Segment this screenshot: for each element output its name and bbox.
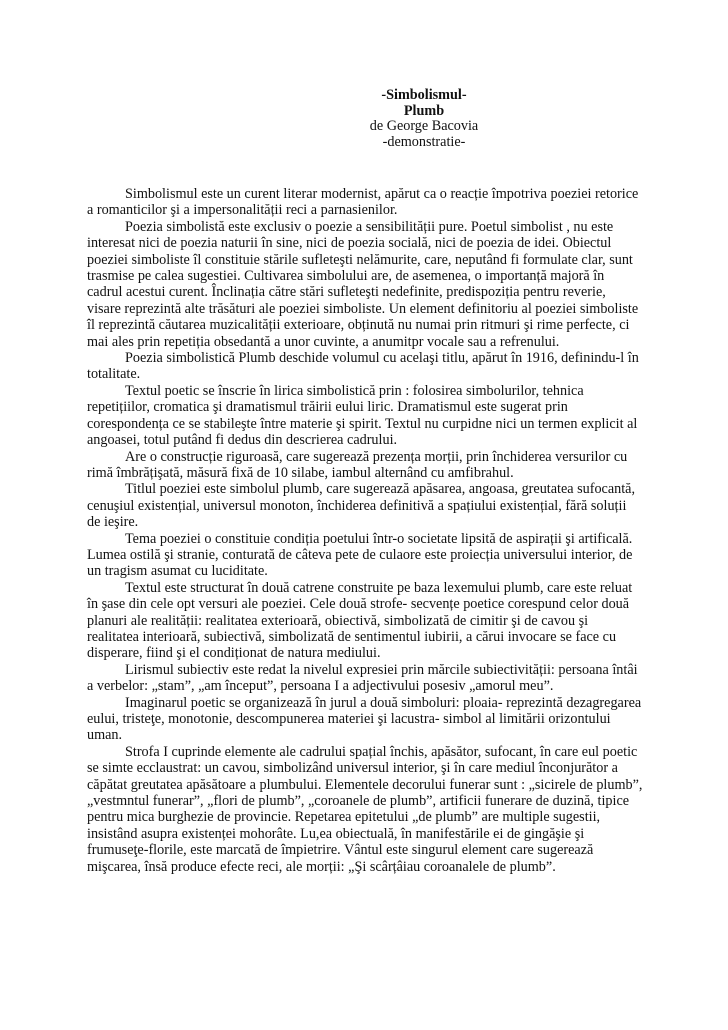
paragraph: Simbolismul este un curent literar modernist, apărut ca o reacție împotriva poeziei retorice a romanticilor şi a impersonalității reci a parnasienilor. xyxy=(87,186,639,219)
paragraph: Tema poeziei o constituie condiția poetului într-o societate lipsită de aspirații şi artificală. Lumea ostilă şi stranie, conturată de câteva pete de culaore este proiecția universului interior, de un tragism asumat cu luciditate. xyxy=(87,530,633,580)
paragraph: Titlul poeziei este simbolul plumb, care sugerează apăsarea, angoasa, greutatea sufocantă, cenuşiul existențial, universul monoton, închiderea definitivă a spațiului existențial, fără soluții de ieşire. xyxy=(87,481,636,531)
paragraph: Imaginarul poetic se organizează în jurul a două simboluri: ploaia- reprezintă dezagregarea eului, tristeţe, monotonie, descompunerea materiei şi lacustra- simbol al limitării orizontului uman. xyxy=(87,694,642,744)
paragraph: Strofa I cuprinde elemente ale cadrului spațial închis, apăsător, sufocant, în care eul poetic se simte ecclaustrat: un cavou, simbolizând universul interior, şi în care mediul înconjurător a căpătat greutatea apăsătoare a plumbului. Elementele decorului funerar sunt : „sicirele de plumb”, „vestmntul funerar”, „flori de plumb”, „coroanele de plumb”, artificii funerare de duzină, tipice pentru mica burghezie de provincie. Repetarea epitetului „de plumb” are multiple sugestii, insistând asupra existenței mohorâte. Lu,ea obiectuală, în manifestările ei de gingăşie şi frumuseţe-florile, este marcată de împietrire. Vântul este singurul element care sugerează mişcarea, însă produce efecte reci, ale morții: „Şi scârțâiau coroanalele de plumb”. xyxy=(87,743,643,875)
document-note: -demonstratie- xyxy=(382,133,466,150)
author-line: de George Bacovia xyxy=(369,118,479,134)
paragraph: Lirismul subiectiv este redat la nivelul expresiei prin mărcile subiectivității: persoana întâi a verbelor: „stam”, „am început”, persoana I a adjectivului posesiv „amorul meu”. xyxy=(87,661,638,695)
paragraph: Poezia simbolistă este exclusiv o poezie a sensibilității pure. Poetul simbolist , nu este interesat nici de poezia naturii în sine, nici de poezia socială, nici de poezia de idei. Obiectul poeziei simboliste îl constituie stările sufleteşti nelămurite, care, neputând fi formulate clar, sunt trasmise pe calea sugestiei. Cultivarea simbolului are, de asemenea, o importanță majoră în cadrul acestui curent. Înclinația către stări sufleteşti nedefinite, predispoziția pentru reverie, visare reprezintă alte trăsături ale poeziei simboliste. Un element definitoriu al poeziei simboliste îl reprezintă căutarea muzicalității exterioare, obținută nu numai prin ritmuri şi rime perfecte, ci mai ales prin repetiția obsedantă a unor cuvinte, a anumitpr vocale sau a refrenului. xyxy=(87,218,639,350)
paragraph: Are o construcție riguroasă, care sugerează prezența morții, prin închiderea versurilor cu rimă îmbrățişată, măsură fixă de 10 silabe, iambul alternând cu amfibrahul. xyxy=(87,448,628,481)
paragraph: Textul poetic se înscrie în lirica simbolistică prin : folosirea simbolurilor, tehnica repetițiilor, cromatica şi dramatismul trăirii eului liric. Dramatismul este sugerat prin corespondența ce se stabileşte între materie şi spirit. Textul nu curpidne nici un termen explicit al angoasei, totul putând fi dedus din descrierea cadrului. xyxy=(87,382,638,449)
document-title: -Simbolismul- xyxy=(381,87,467,103)
document-body xyxy=(87,186,643,875)
paragraph: Textul este structurat în două catrene construite pe baza lexemului plumb, care este reluat în şase din cele opt versuri ale poeziei. Cele două strofe- secvențe poetice corespund celor două planuri ale realității: realitatea exterioară, obiectivă, simbolizată de cimitir şi de cavou şi realitatea interioară, subiectivă, simbolizată de sentimentul iubirii, a cărui invocare se face cu disperare, fiind şi el condiționat de natura mediului. xyxy=(87,579,633,662)
document-header xyxy=(205,88,643,150)
poem-title: Plumb xyxy=(403,102,445,119)
paragraph: Poezia simbolistică Plumb deschide volumul cu acelaşi titlu, apărut în 1916, definindu-l în totalitate. xyxy=(87,350,639,383)
document-page xyxy=(87,88,643,875)
